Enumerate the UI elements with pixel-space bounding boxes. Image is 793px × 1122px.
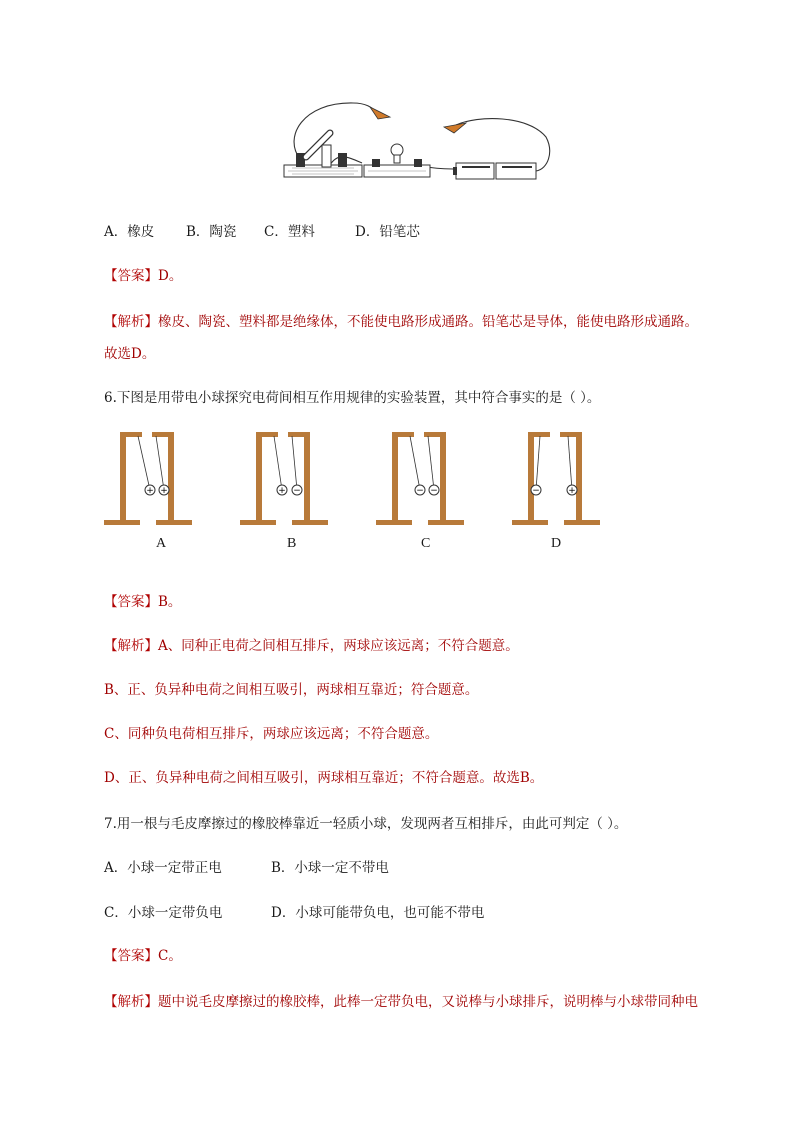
q7-stem: 7.用一根与毛皮摩擦过的橡胶棒靠近一轻质小球，发现两者互相排斥，由此可判定（ ）。 <box>104 816 628 832</box>
figure-label-b: B <box>287 536 297 551</box>
q7-option-c: C．小球一定带负电 <box>104 905 223 921</box>
q6-analysis-b: B、正、负异种电荷之间相互吸引，两球相互靠近；符合题意。 <box>104 682 479 698</box>
svg-text:−: − <box>416 486 424 496</box>
q7-option-a: A．小球一定带正电 <box>104 860 222 876</box>
q6-analysis-a: 【解析】A、同种正电荷之间相互排斥，两球应该远离；不符合题意。 <box>104 638 519 654</box>
figure-label-c: C <box>421 536 431 551</box>
svg-text:+: + <box>160 486 168 496</box>
q6-analysis-d: D、正、负异种电荷之间相互吸引，两球相互靠近；不符合题意。故选B。 <box>104 770 544 786</box>
q7-analysis: 【解析】题中说毛皮摩擦过的橡胶棒，此棒一定带负电，又说棒与小球排斥，说明棒与小球带同种电 <box>104 994 698 1010</box>
alligator-clip-icon <box>370 107 390 119</box>
battery-pack <box>453 163 536 179</box>
q5-option-d: D．铅笔芯 <box>355 224 420 240</box>
q7-option-d: D．小球可能带负电，也可能不带电 <box>271 905 485 921</box>
q5-option-a: A．橡皮 <box>104 224 155 240</box>
pendulum-setup-d <box>512 432 600 525</box>
q5-answer: 【答案】D。 <box>104 268 183 284</box>
svg-text:+: + <box>568 486 576 496</box>
clip-holder-board <box>284 133 362 177</box>
alligator-clip-icon <box>444 123 466 133</box>
circuit-figure <box>278 97 558 187</box>
pendulum-setup-a <box>104 432 192 525</box>
bulb-board <box>364 144 430 177</box>
svg-text:−: − <box>293 486 301 496</box>
q6-stem: 6.下图是用带电小球探究电荷间相互作用规律的实验装置，其中符合事实的是（ ）。 <box>104 390 601 406</box>
q7-answer: 【答案】C。 <box>104 948 182 964</box>
svg-text:−: − <box>430 486 438 496</box>
svg-text:+: + <box>278 486 286 496</box>
pendulum-setup-c <box>376 432 464 525</box>
q5-analysis-cont: 故选D。 <box>104 346 156 362</box>
q6-analysis-c: C、同种负电荷相互排斥，两球应该远离；不符合题意。 <box>104 726 439 742</box>
q7-option-b: B．小球一定不带电 <box>271 860 389 876</box>
q5-option-c: C．塑料 <box>264 224 315 240</box>
pendulum-setup-b <box>240 432 328 525</box>
figure-label-a: A <box>156 536 167 551</box>
pendulum-figures <box>104 432 604 532</box>
q6-answer: 【答案】B。 <box>104 594 182 610</box>
svg-text:+: + <box>146 486 154 496</box>
figure-label-d: D <box>551 536 562 551</box>
q5-option-b: B．陶瓷 <box>186 224 237 240</box>
svg-text:−: − <box>532 486 540 496</box>
q5-analysis: 【解析】橡皮、陶瓷、塑料都是绝缘体，不能使电路形成通路。铅笔芯是导体，能使电路形成通路。 <box>104 314 698 330</box>
